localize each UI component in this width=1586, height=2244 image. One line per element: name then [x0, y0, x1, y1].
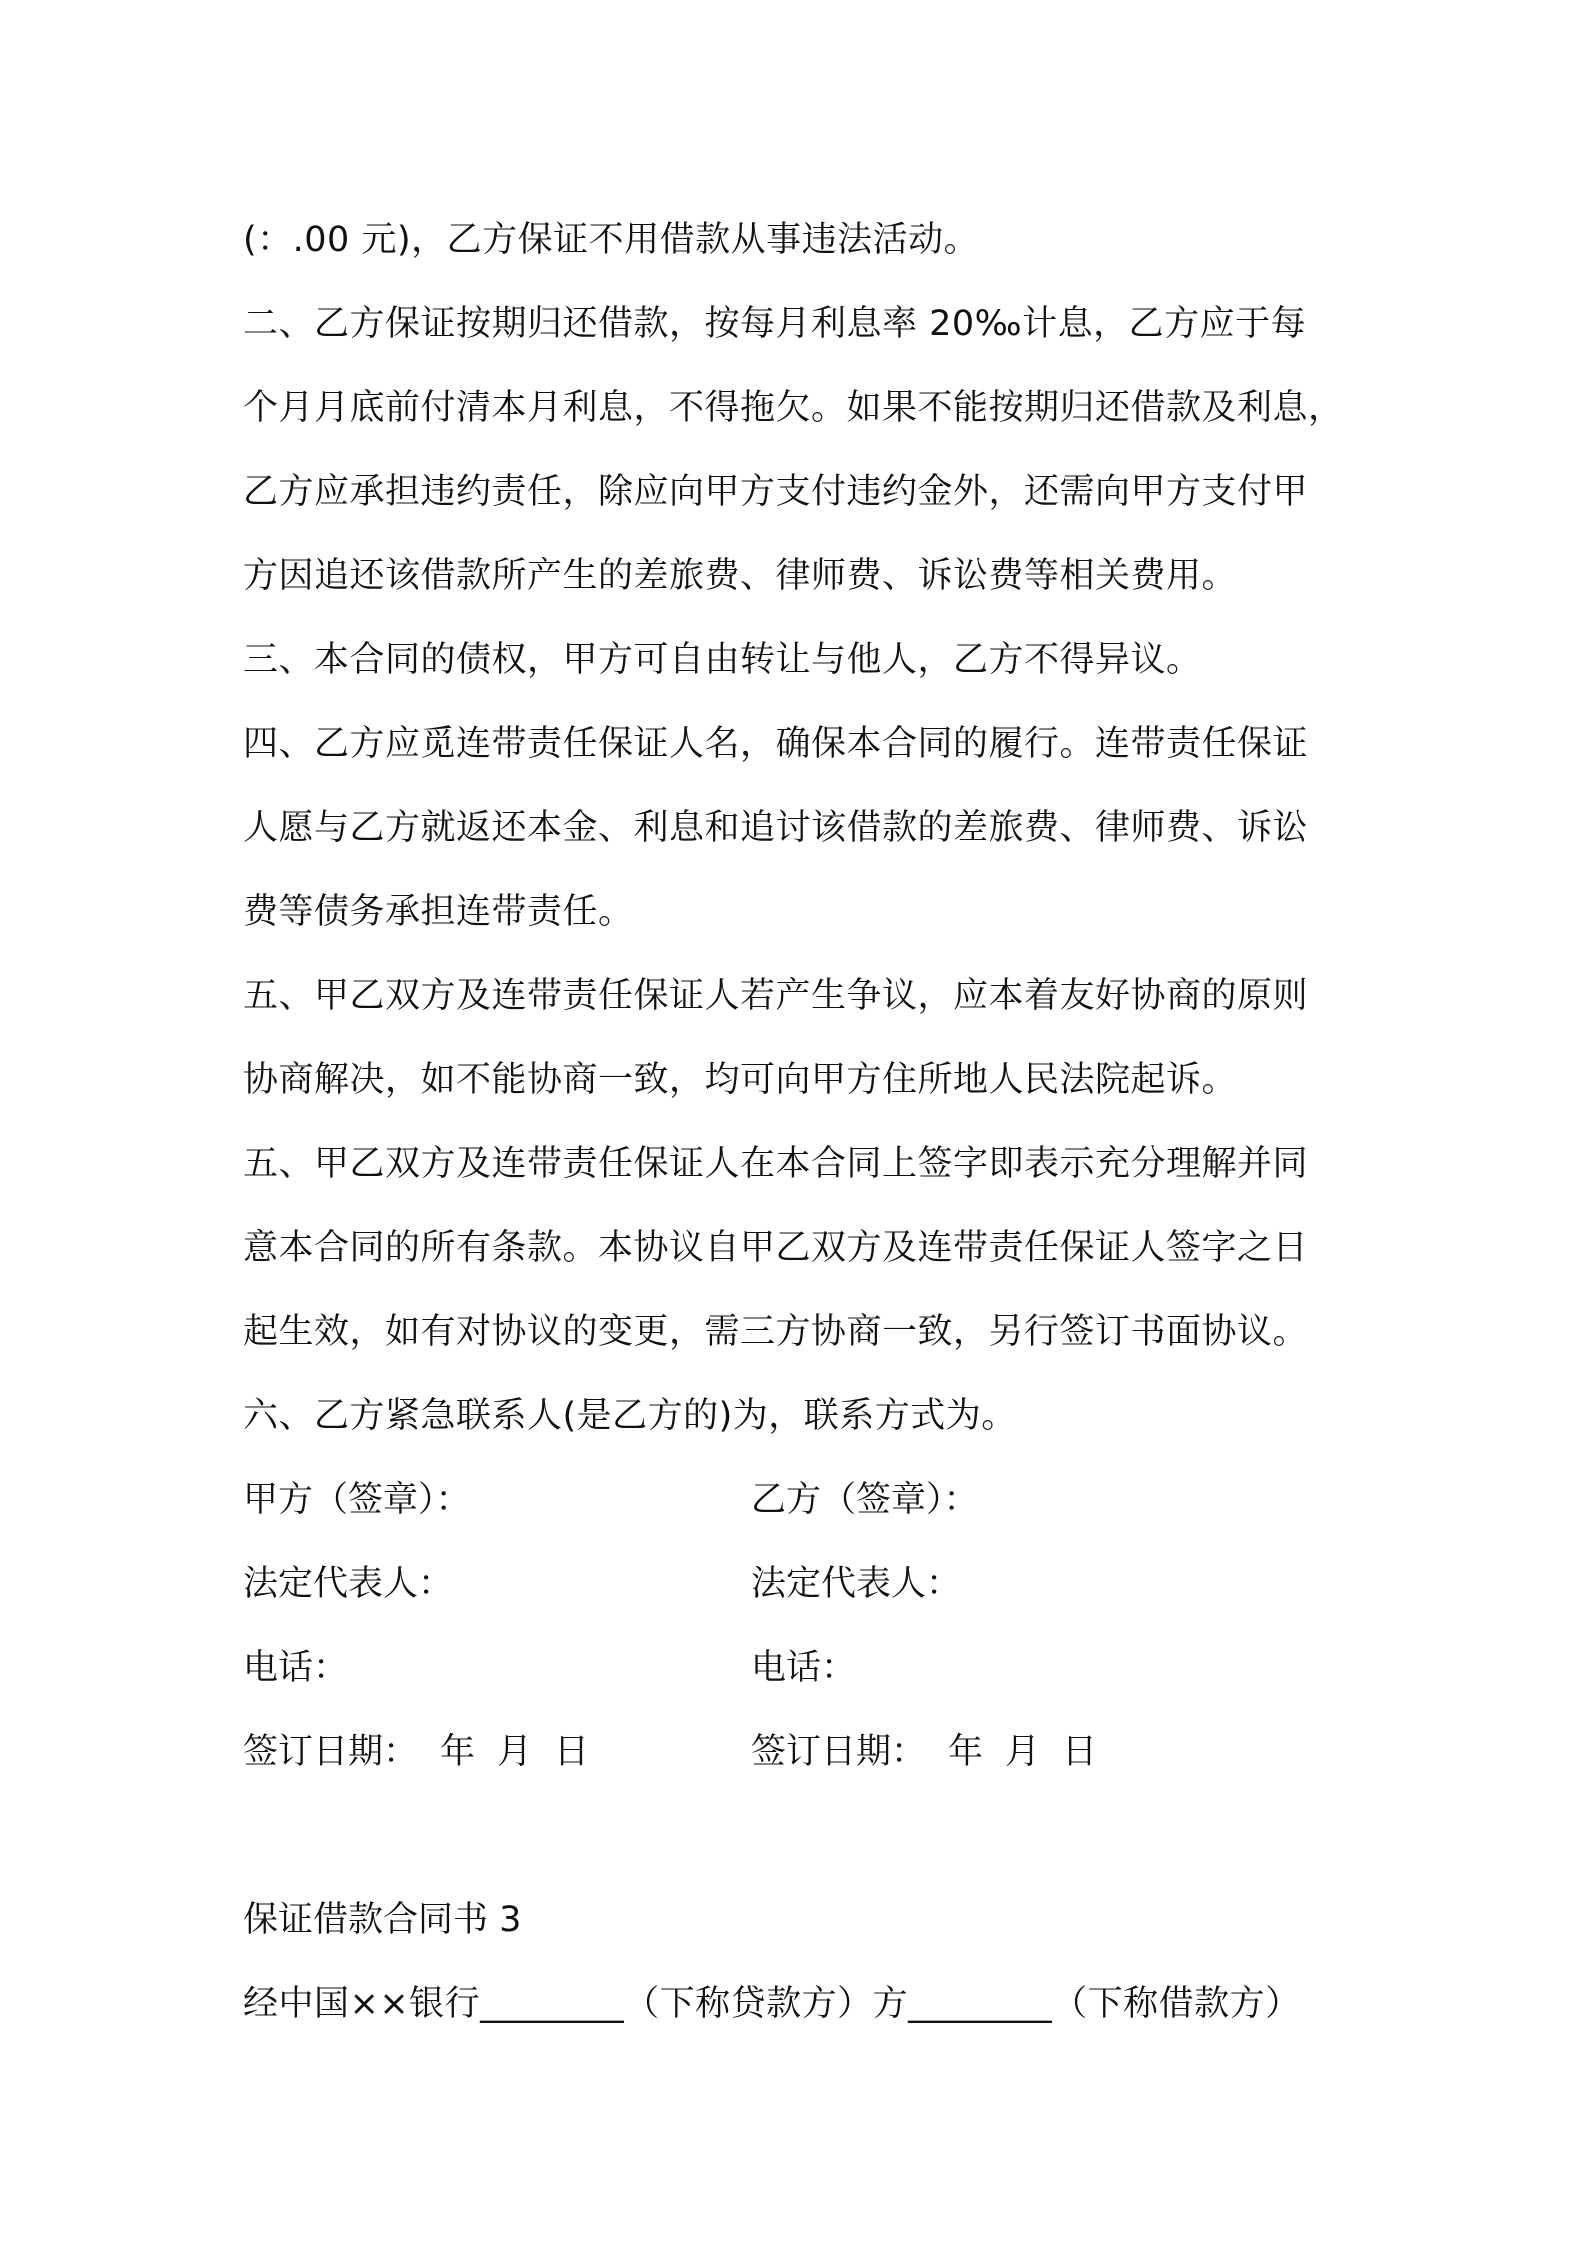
signature-legal-rep-row [243, 1542, 1363, 1626]
signature-date-row [243, 1710, 1363, 1794]
party-b-phone-label: 电话： [751, 1648, 857, 1688]
party-a-phone-label: 电话： [243, 1648, 349, 1688]
paragraph-line: 起生效，如有对协议的变更，需三方协商一致，另行签订书面协议。 [243, 1312, 1309, 1352]
party-b-legal-rep-label: 法定代表人： [751, 1564, 962, 1604]
party-a-date-day: 日 [554, 1732, 590, 1772]
section-title: 保证借款合同书 3 [243, 1900, 522, 1940]
paragraph-line: 三、本合同的债权，甲方可自由转让与他人，乙方不得异议。 [243, 640, 1202, 680]
party-a-date-label: 签订日期： [243, 1732, 419, 1772]
paragraph-line: 意本合同的所有条款。本协议自甲乙双方及连带责任保证人签字之日 [243, 1228, 1309, 1268]
section-first-line: 经中国××银行________（下称贷款方）方________（下称借款方） [243, 1984, 1301, 2024]
paragraph-line: 五、甲乙双方及连带责任保证人若产生争议，应本着友好协商的原则 [243, 976, 1309, 1016]
paragraph-line: 个月月底前付清本月利息，不得拖欠。如果不能按期归还借款及利息， [243, 388, 1344, 428]
party-b-seal-label: 乙方（签章）： [751, 1480, 979, 1520]
paragraph-line: 五、甲乙双方及连带责任保证人在本合同上签字即表示充分理解并同 [243, 1144, 1309, 1184]
party-a-date [243, 1710, 751, 1794]
signature-seal-row [243, 1458, 1363, 1542]
party-a-date-year: 年 [440, 1732, 476, 1772]
party-b-date-day: 日 [1062, 1732, 1098, 1772]
paragraph-line: 乙方应承担违约责任，除应向甲方支付违约金外，还需向甲方支付甲 [243, 472, 1309, 512]
paragraph-line: 协商解决，如不能协商一致，均可向甲方住所地人民法院起诉。 [243, 1060, 1238, 1100]
party-a-seal-label: 甲方（签章）： [243, 1480, 471, 1520]
document-body [243, 198, 1363, 2046]
party-b-date-year: 年 [948, 1732, 984, 1772]
party-b-date [751, 1710, 1259, 1794]
paragraph-line: 二、乙方保证按期归还借款，按每月利息率 20‰计息，乙方应于每 [243, 304, 1307, 344]
paragraph-line: 四、乙方应觅连带责任保证人名，确保本合同的履行。连带责任保证 [243, 724, 1309, 764]
paragraph-line: 方因追还该借款所产生的差旅费、律师费、诉讼费等相关费用。 [243, 556, 1238, 596]
signature-block [243, 1458, 1363, 1794]
party-a-legal-rep-label: 法定代表人： [243, 1564, 454, 1604]
section-gap [243, 1794, 1363, 1878]
paragraph-line: 六、乙方紧急联系人(是乙方的)为，联系方式为。 [243, 1396, 1017, 1436]
paragraph-line: (：.00 元)，乙方保证不用借款从事违法活动。 [243, 220, 980, 260]
signature-phone-row [243, 1626, 1363, 1710]
party-b-date-month: 月 [1005, 1732, 1041, 1772]
party-a-date-month: 月 [497, 1732, 533, 1772]
paragraph-line: 人愿与乙方就返还本金、利息和追讨该借款的差旅费、律师费、诉讼 [243, 808, 1309, 848]
paragraph-line: 费等债务承担连带责任。 [243, 892, 634, 932]
party-b-date-label: 签订日期： [751, 1732, 927, 1772]
